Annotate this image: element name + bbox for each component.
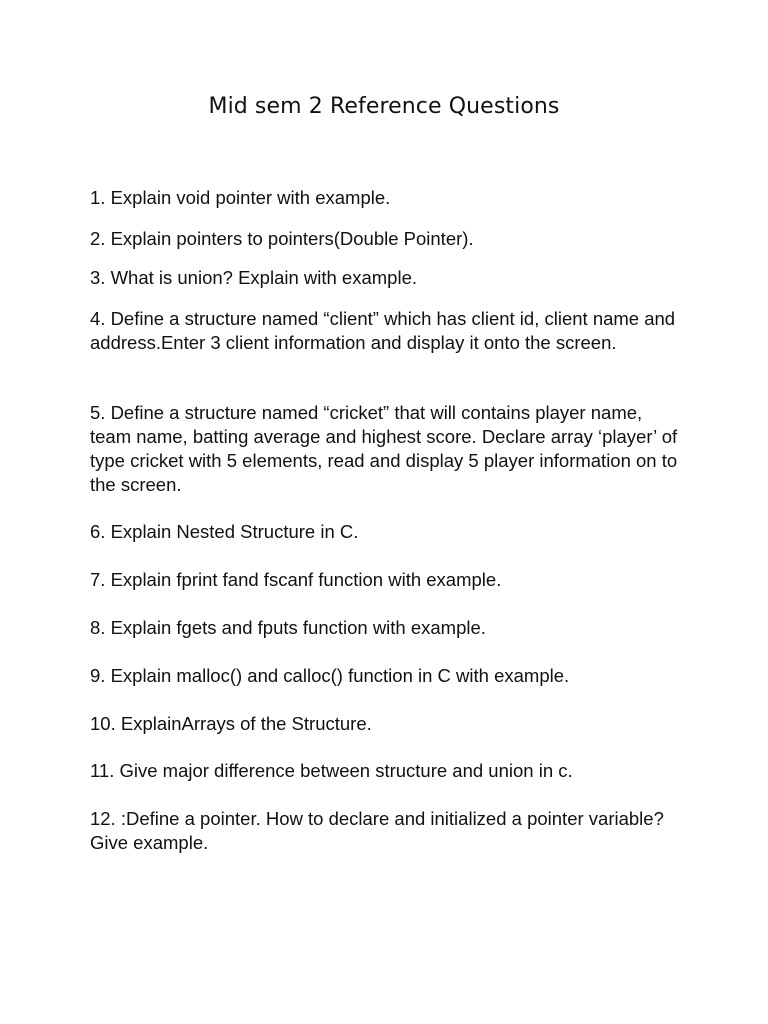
question-11: 11. Give major difference between structure and union in c.	[90, 760, 573, 781]
question-6: 6. Explain Nested Structure in C.	[90, 521, 359, 542]
question-2: 2. Explain pointers to pointers(Double Pointer).	[90, 228, 474, 249]
question-4: 4. Define a structure named “client” which has client id, client name and address.Enter 3 client information and display it onto the screen.	[90, 308, 676, 353]
question-7: 7. Explain fprint fand fscanf function with example.	[90, 569, 502, 590]
question-3: 3. What is union? Explain with example.	[90, 267, 418, 288]
question-8: 8. Explain fgets and fputs function with example.	[90, 617, 486, 638]
question-12: 12. :Define a pointer. How to declare and initialized a pointer variable? Give example.	[90, 808, 664, 853]
question-5: 5. Define a structure named “cricket” that will contains player name, team name, batting average and highest score. Declare array ‘player’ of type cricket with 5 elements, read and display 5 player information on to the screen.	[90, 402, 678, 495]
page-title: Mid sem 2 Reference Questions	[208, 94, 560, 119]
question-10: 10. ExplainArrays of the Structure.	[90, 713, 372, 734]
question-1: 1. Explain void pointer with example.	[90, 187, 391, 208]
question-9: 9. Explain malloc() and calloc() function in C with example.	[90, 665, 570, 686]
